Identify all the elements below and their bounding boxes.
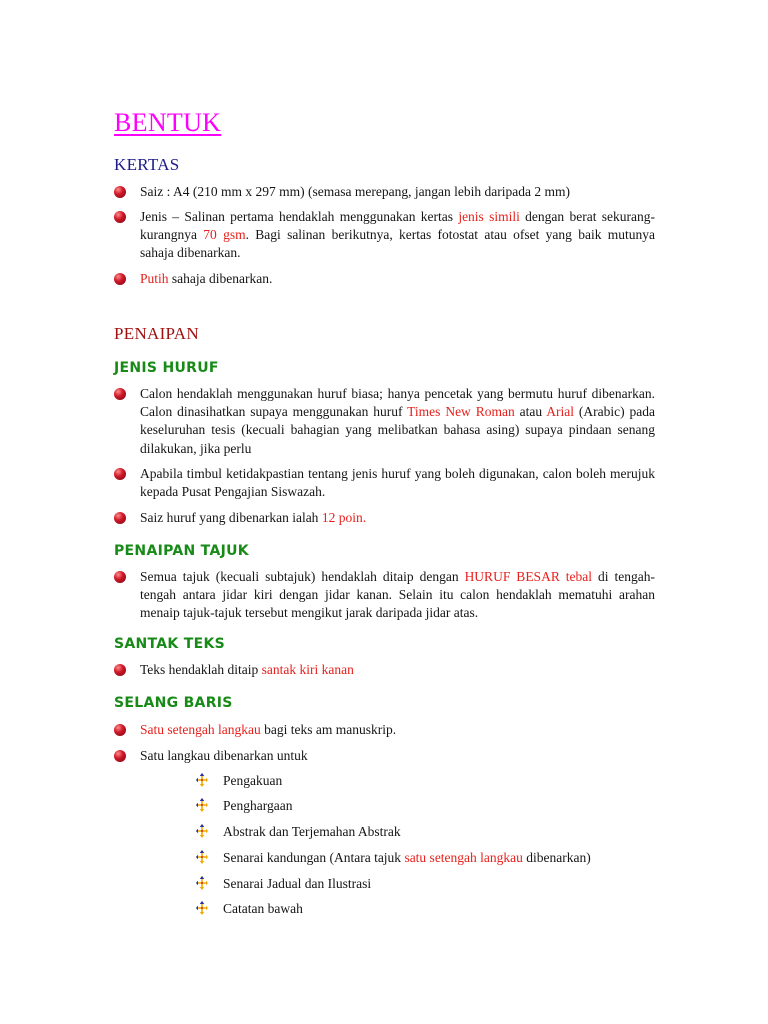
- four-point-arrow-icon: [196, 901, 208, 915]
- item-text: [140, 568, 655, 623]
- text-run: . Bagi salinan berikutnya, kertas fotostat atau ofset yang baik mutunya sahaja dibenarkan.: [140, 227, 655, 261]
- item-text: [223, 797, 292, 815]
- text-run: Abstrak dan Terjemahan Abstrak: [223, 824, 401, 839]
- bullet-icon: [114, 211, 126, 223]
- item-text: [223, 823, 401, 841]
- item-text: [140, 208, 655, 263]
- bullet-icon: [114, 512, 126, 524]
- item-text: [223, 900, 303, 918]
- bullet-icon: [114, 571, 126, 583]
- highlighted-text: Satu setengah langkau: [140, 722, 261, 737]
- text-run: atau: [514, 404, 547, 420]
- item-text: [223, 772, 282, 790]
- text-run: dengan berat sekurang-kurangnya: [140, 209, 655, 243]
- highlighted-text: santak kiri kanan: [261, 662, 354, 677]
- list-item: [114, 747, 655, 765]
- text-run: Teks hendaklah ditaip: [140, 662, 262, 677]
- highlighted-text: 12 poin.: [321, 510, 367, 525]
- heading-selang-baris: SELANG BARIS: [114, 695, 233, 711]
- heading-kertas: KERTAS: [114, 155, 180, 174]
- bullet-icon: [114, 273, 126, 285]
- text-run: Semua tajuk (kecuali subtajuk) hendaklah ditaip dengan: [140, 569, 465, 584]
- text-run: (Arabic) pada keseluruhan tesis (kecuali bahagian yang melibatkan bahasa asing) supaya pindaan senang dilakukan, jika perlu: [140, 404, 655, 456]
- text-run: Saiz huruf yang dibenarkan ialah: [140, 510, 322, 525]
- text-run: di tengah-tengah antara jidar kiri dengan jidar kanan. Selain itu calon hendaklah mematuhi arahan menaip tajuk-tajuk tersebut mengikut jarak daripada jidar atas.: [140, 569, 655, 621]
- bullet-icon: [114, 388, 126, 400]
- four-point-arrow-icon: [196, 773, 208, 787]
- page-title: BENTUK: [114, 108, 222, 137]
- item-text: [140, 747, 655, 765]
- list-item: [114, 721, 655, 739]
- item-text: [140, 721, 655, 739]
- four-point-arrow-icon: [196, 824, 208, 838]
- list-item: [114, 208, 655, 263]
- highlighted-text: Arial: [546, 404, 574, 420]
- heading-penaipan-tajuk: PENAIPAN TAJUK: [114, 543, 249, 559]
- text-run: Senarai kandungan (Antara tajuk: [223, 850, 405, 865]
- text-run: Penghargaan: [223, 798, 293, 813]
- item-text: [140, 385, 655, 458]
- text-run: Calon hendaklah menggunakan huruf biasa; hanya pencetak yang bermutu huruf dibenarkan. Calon dinasihatkan supaya menggunakan huruf: [140, 386, 655, 420]
- highlighted-text: Times New Roman: [407, 404, 515, 420]
- bullet-icon: [114, 664, 126, 676]
- text-run: dibenarkan): [522, 850, 591, 865]
- item-text: [140, 270, 655, 288]
- sub-list-item: [196, 900, 303, 918]
- four-point-arrow-icon: [196, 876, 208, 890]
- text-run: Saiz : A4 (210 mm x 297 mm) (semasa merepang, jangan lebih daripada 2 mm): [140, 184, 571, 199]
- list-item: [114, 568, 655, 623]
- text-run: bagi teks am manuskrip.: [260, 722, 397, 737]
- item-text: [140, 661, 655, 679]
- sub-list-item: [196, 875, 371, 893]
- text-run: Pengakuan: [223, 773, 283, 788]
- heading-santak-teks: SANTAK TEKS: [114, 636, 226, 652]
- bullet-icon: [114, 468, 126, 480]
- item-text: [140, 183, 655, 201]
- list-item: [114, 509, 655, 527]
- text-run: Catatan bawah: [223, 901, 303, 916]
- text-run: Senarai Jadual dan Ilustrasi: [223, 876, 372, 891]
- sub-list-item: [196, 772, 282, 790]
- text-run: Apabila timbul ketidakpastian tentang jenis huruf yang boleh digunakan, calon boleh merujuk kepada Pusat Pengajian Siswazah.: [140, 466, 655, 500]
- sub-list-item: [196, 823, 401, 841]
- sub-list-item: [196, 797, 292, 815]
- list-item: [114, 465, 655, 501]
- heading-penaipan: PENAIPAN: [114, 324, 199, 343]
- highlighted-text: jenis simili: [458, 209, 520, 224]
- bullet-icon: [114, 724, 126, 736]
- heading-jenis-huruf: JENIS HURUF: [114, 360, 219, 376]
- item-text: [223, 849, 591, 867]
- list-item: [114, 661, 655, 679]
- four-point-arrow-icon: [196, 798, 208, 812]
- item-text: [140, 465, 655, 501]
- list-item: [114, 183, 655, 201]
- highlighted-text: 70 gsm: [203, 227, 246, 243]
- text-run: Satu langkau dibenarkan untuk: [140, 748, 308, 763]
- bullet-icon: [114, 186, 126, 198]
- highlighted-text: HURUF BESAR tebal: [464, 569, 593, 584]
- list-item: [114, 270, 655, 288]
- list-item: [114, 385, 655, 458]
- bullet-icon: [114, 750, 126, 762]
- sub-list-item: [196, 849, 591, 867]
- item-text: [140, 509, 655, 527]
- text-run: Jenis – Salinan pertama hendaklah menggunakan kertas: [140, 209, 459, 224]
- text-run: sahaja dibenarkan.: [168, 271, 273, 286]
- highlighted-text: Putih: [140, 271, 169, 286]
- four-point-arrow-icon: [196, 850, 208, 864]
- item-text: [223, 875, 371, 893]
- highlighted-text: satu setengah langkau: [404, 850, 523, 865]
